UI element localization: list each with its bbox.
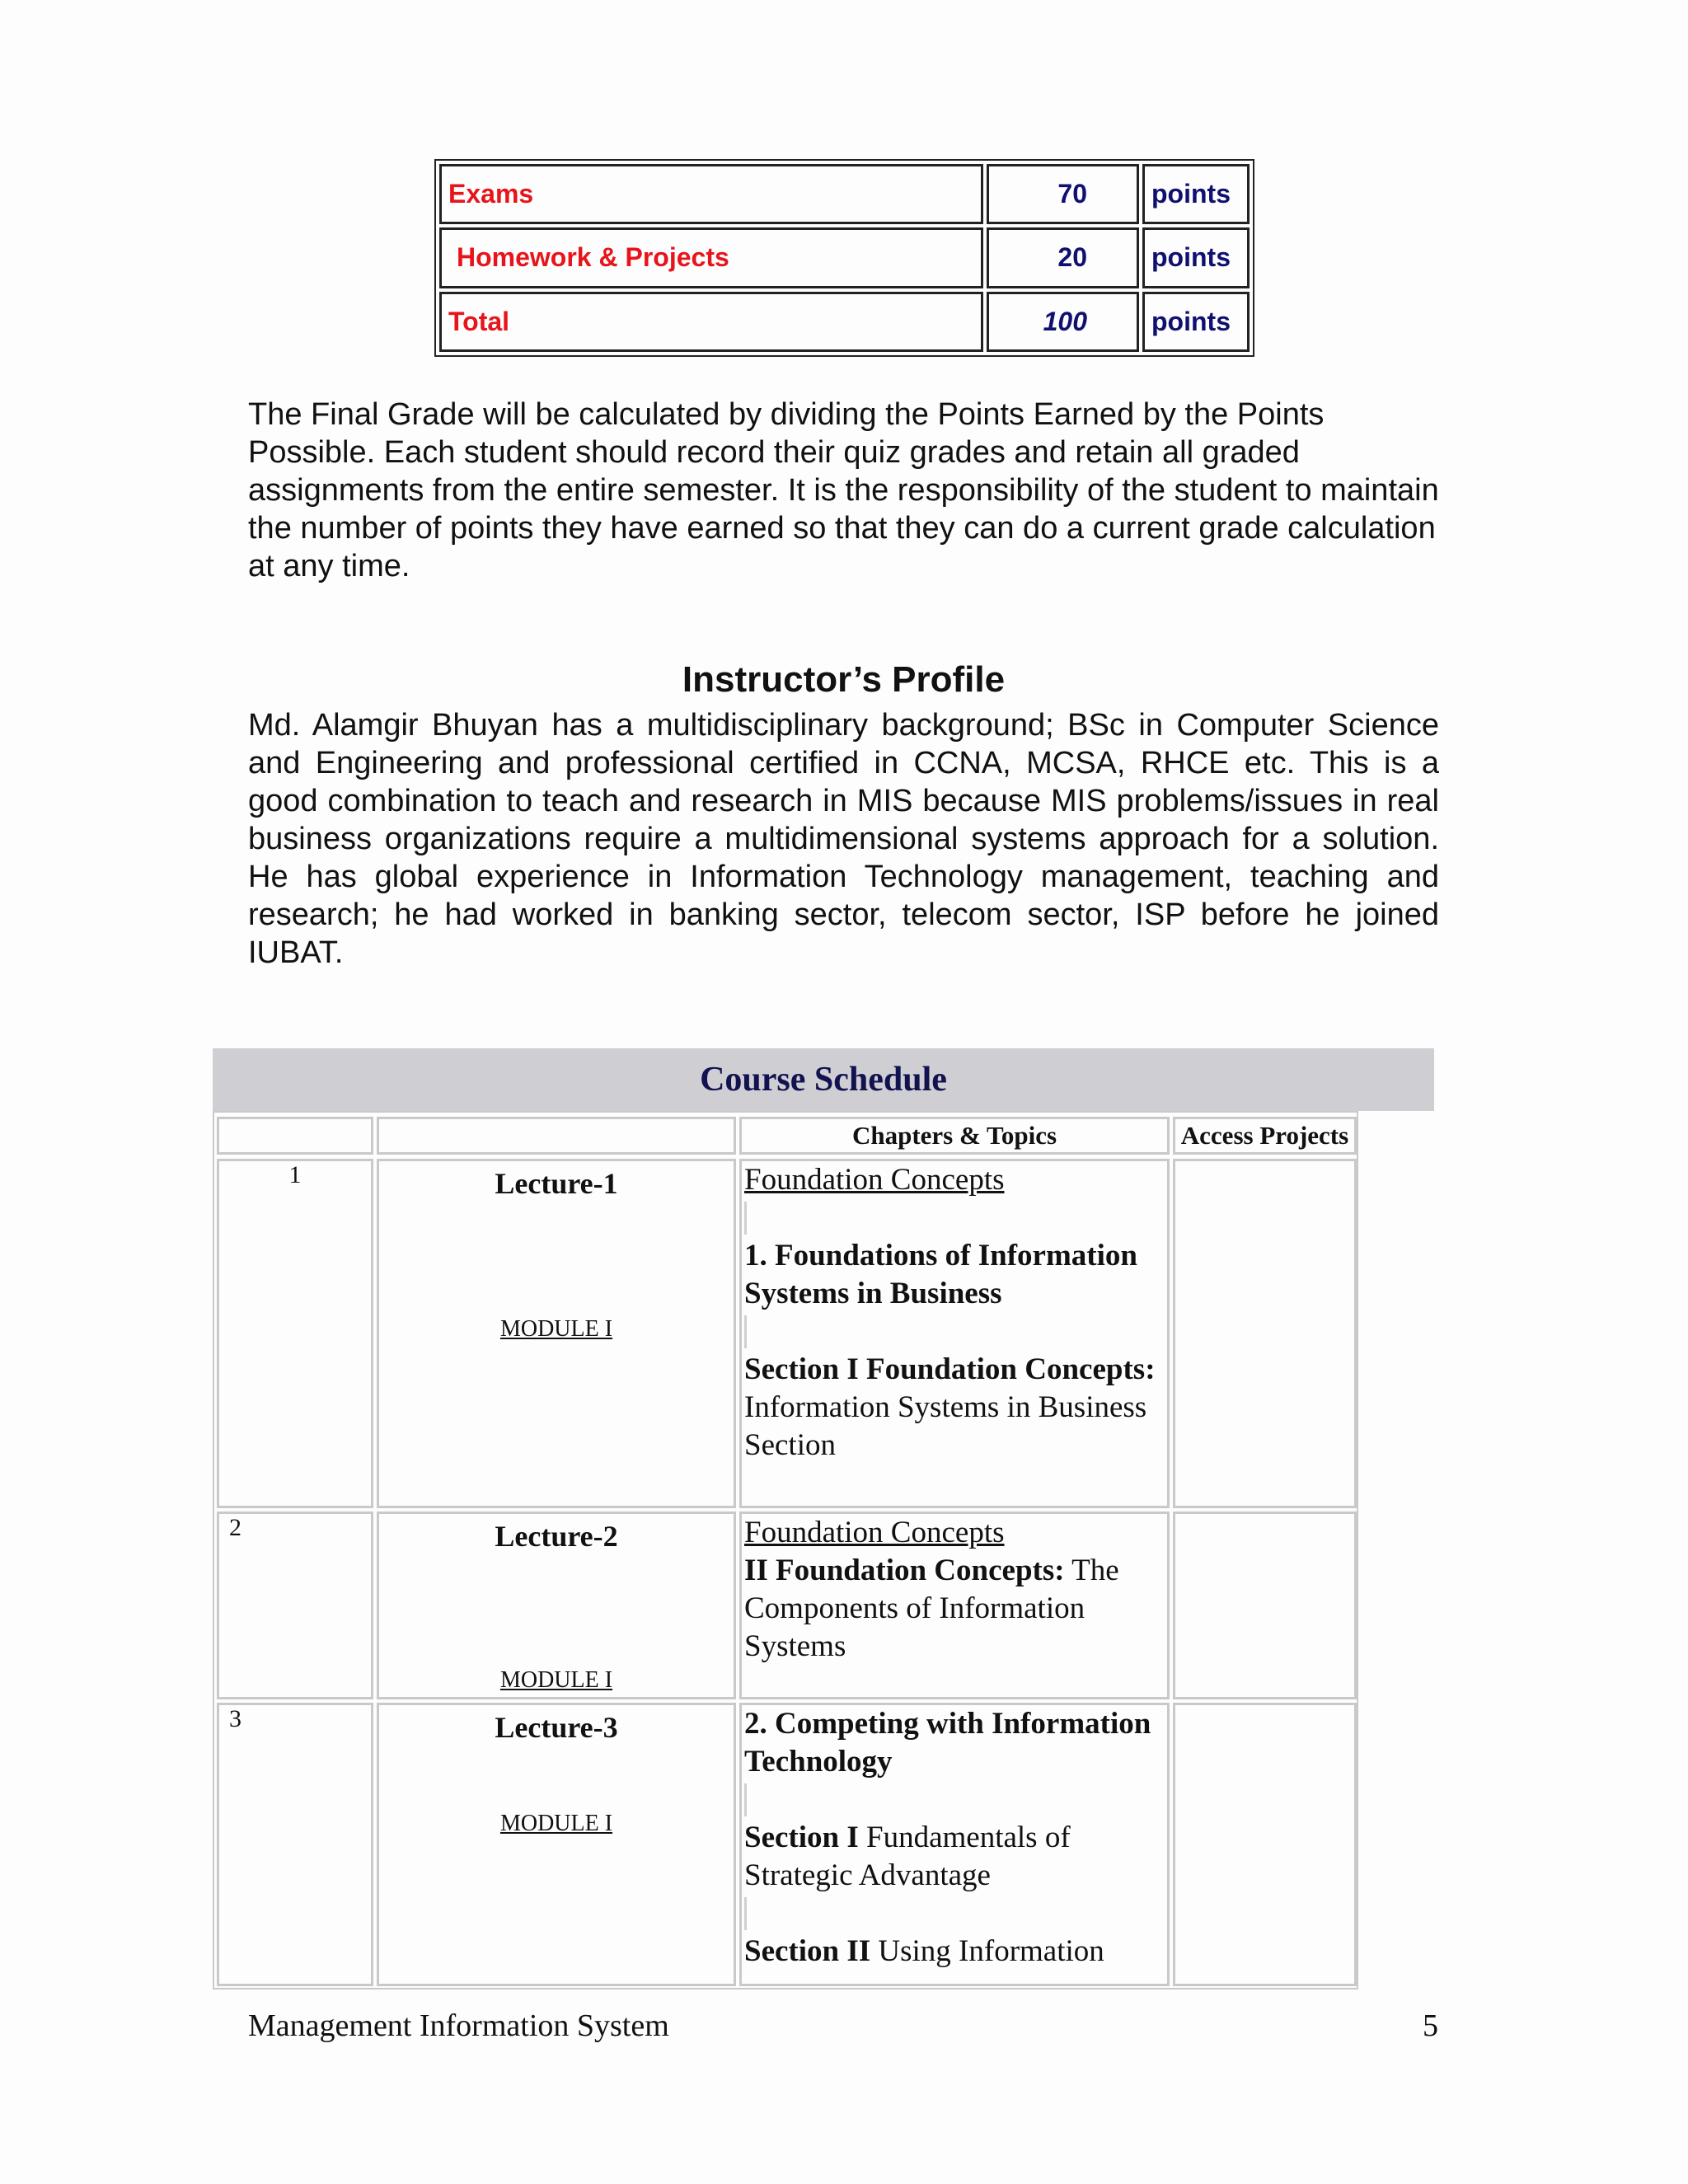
header-topics: Chapters & Topics — [739, 1117, 1170, 1155]
topics-content — [744, 1705, 1165, 1971]
header-cell — [217, 1117, 373, 1155]
section-text: Using Information — [870, 1934, 1104, 1968]
section-title: Section II — [744, 1934, 871, 1968]
lecture-title: Lecture-1 — [495, 1167, 618, 1200]
grade-unit: points — [1142, 227, 1250, 288]
profile-heading: Instructor’s Profile — [682, 659, 1006, 700]
lecture-cell — [377, 1511, 736, 1699]
row-number-text: 2 — [229, 1514, 241, 1541]
row-number — [217, 1511, 373, 1699]
grade-value: 20 — [987, 227, 1139, 288]
section-title: Section I — [744, 1821, 859, 1854]
grade-table — [434, 159, 1254, 357]
table-row — [439, 227, 1250, 288]
grade-value: 100 — [987, 292, 1139, 352]
grade-label: Total — [439, 292, 983, 352]
header-projects: Access Projects — [1173, 1117, 1357, 1155]
topics-cell — [739, 1703, 1170, 1986]
lecture-cell — [377, 1159, 736, 1508]
section-text: Information Systems in Business — [744, 1390, 1147, 1424]
chapter-title: 2. Competing with Information Technology — [744, 1707, 1151, 1779]
divider — [744, 1202, 747, 1235]
lecture-cell — [377, 1703, 736, 1986]
chapter-title: 1. Foundations of Information Systems in Business — [744, 1239, 1137, 1310]
schedule-title: Course Schedule — [213, 1048, 1434, 1111]
topics-content — [744, 1161, 1165, 1465]
profile-paragraph: Md. Alamgir Bhuyan has a multidisciplinary background; BSc in Computer Science and Engineering and professional certified in CCNA, MCSA, RHCE etc. This is a good combination to teach and research in MIS because MIS problems/issues in real business organizations require a multidimensional systems approach for a solution. He has global experience in Information Technology management, teaching and research; he had worked in banking sector, telecom sector, ISP before he joined IUBAT. — [248, 708, 1439, 970]
module-link[interactable]: MODULE I — [499, 1316, 613, 1342]
projects-cell — [1173, 1703, 1357, 1986]
section-text: The Components of Information Systems — [744, 1554, 1119, 1663]
header-cell — [377, 1117, 736, 1155]
projects-cell — [1173, 1511, 1357, 1699]
row-number — [217, 1703, 373, 1986]
page-number: 5 — [1423, 2008, 1438, 2043]
row-number-text: 3 — [229, 1705, 241, 1732]
grade-value: 70 — [987, 164, 1139, 224]
table-row — [439, 292, 1250, 352]
table-row — [439, 164, 1250, 224]
section-title: Section I Foundation Concepts: — [744, 1352, 1156, 1386]
row-number — [217, 1159, 373, 1508]
grade-label: Exams — [439, 164, 983, 224]
module-link[interactable]: MODULE I — [499, 1667, 613, 1693]
section-trail: Section — [744, 1428, 836, 1462]
lecture-title: Lecture-3 — [495, 1711, 618, 1744]
schedule-table — [213, 1111, 1358, 1990]
footer-title: Management Information System — [248, 2008, 669, 2043]
topic-link[interactable]: Foundation Concepts — [744, 1516, 1005, 1549]
final-grade-paragraph: The Final Grade will be calculated by dividing the Points Earned by the Points Possible. Each student should record their quiz grades and retain all graded assignments from the entire semester. It is the responsibility of the student to maintain the number of points they have earned so that they can do a current grade calculation at any time. — [248, 397, 1439, 583]
topics-cell — [739, 1511, 1170, 1699]
section-title: II Foundation Concepts: — [744, 1554, 1065, 1587]
module-link[interactable]: MODULE I — [499, 1811, 613, 1836]
divider — [744, 1897, 747, 1930]
divider — [744, 1783, 747, 1816]
grade-label: Homework & Projects — [439, 227, 983, 288]
section-text: Fundamentals of Strategic Advantage — [744, 1821, 1071, 1892]
topics-cell — [739, 1159, 1170, 1508]
divider — [744, 1315, 747, 1348]
lecture-title: Lecture-2 — [495, 1520, 618, 1553]
projects-cell — [1173, 1159, 1357, 1508]
topics-content — [744, 1514, 1165, 1666]
grade-unit: points — [1142, 164, 1250, 224]
topic-link[interactable]: Foundation Concepts — [744, 1163, 1005, 1197]
grade-unit: points — [1142, 292, 1250, 352]
row-number-text: 1 — [288, 1161, 302, 1188]
